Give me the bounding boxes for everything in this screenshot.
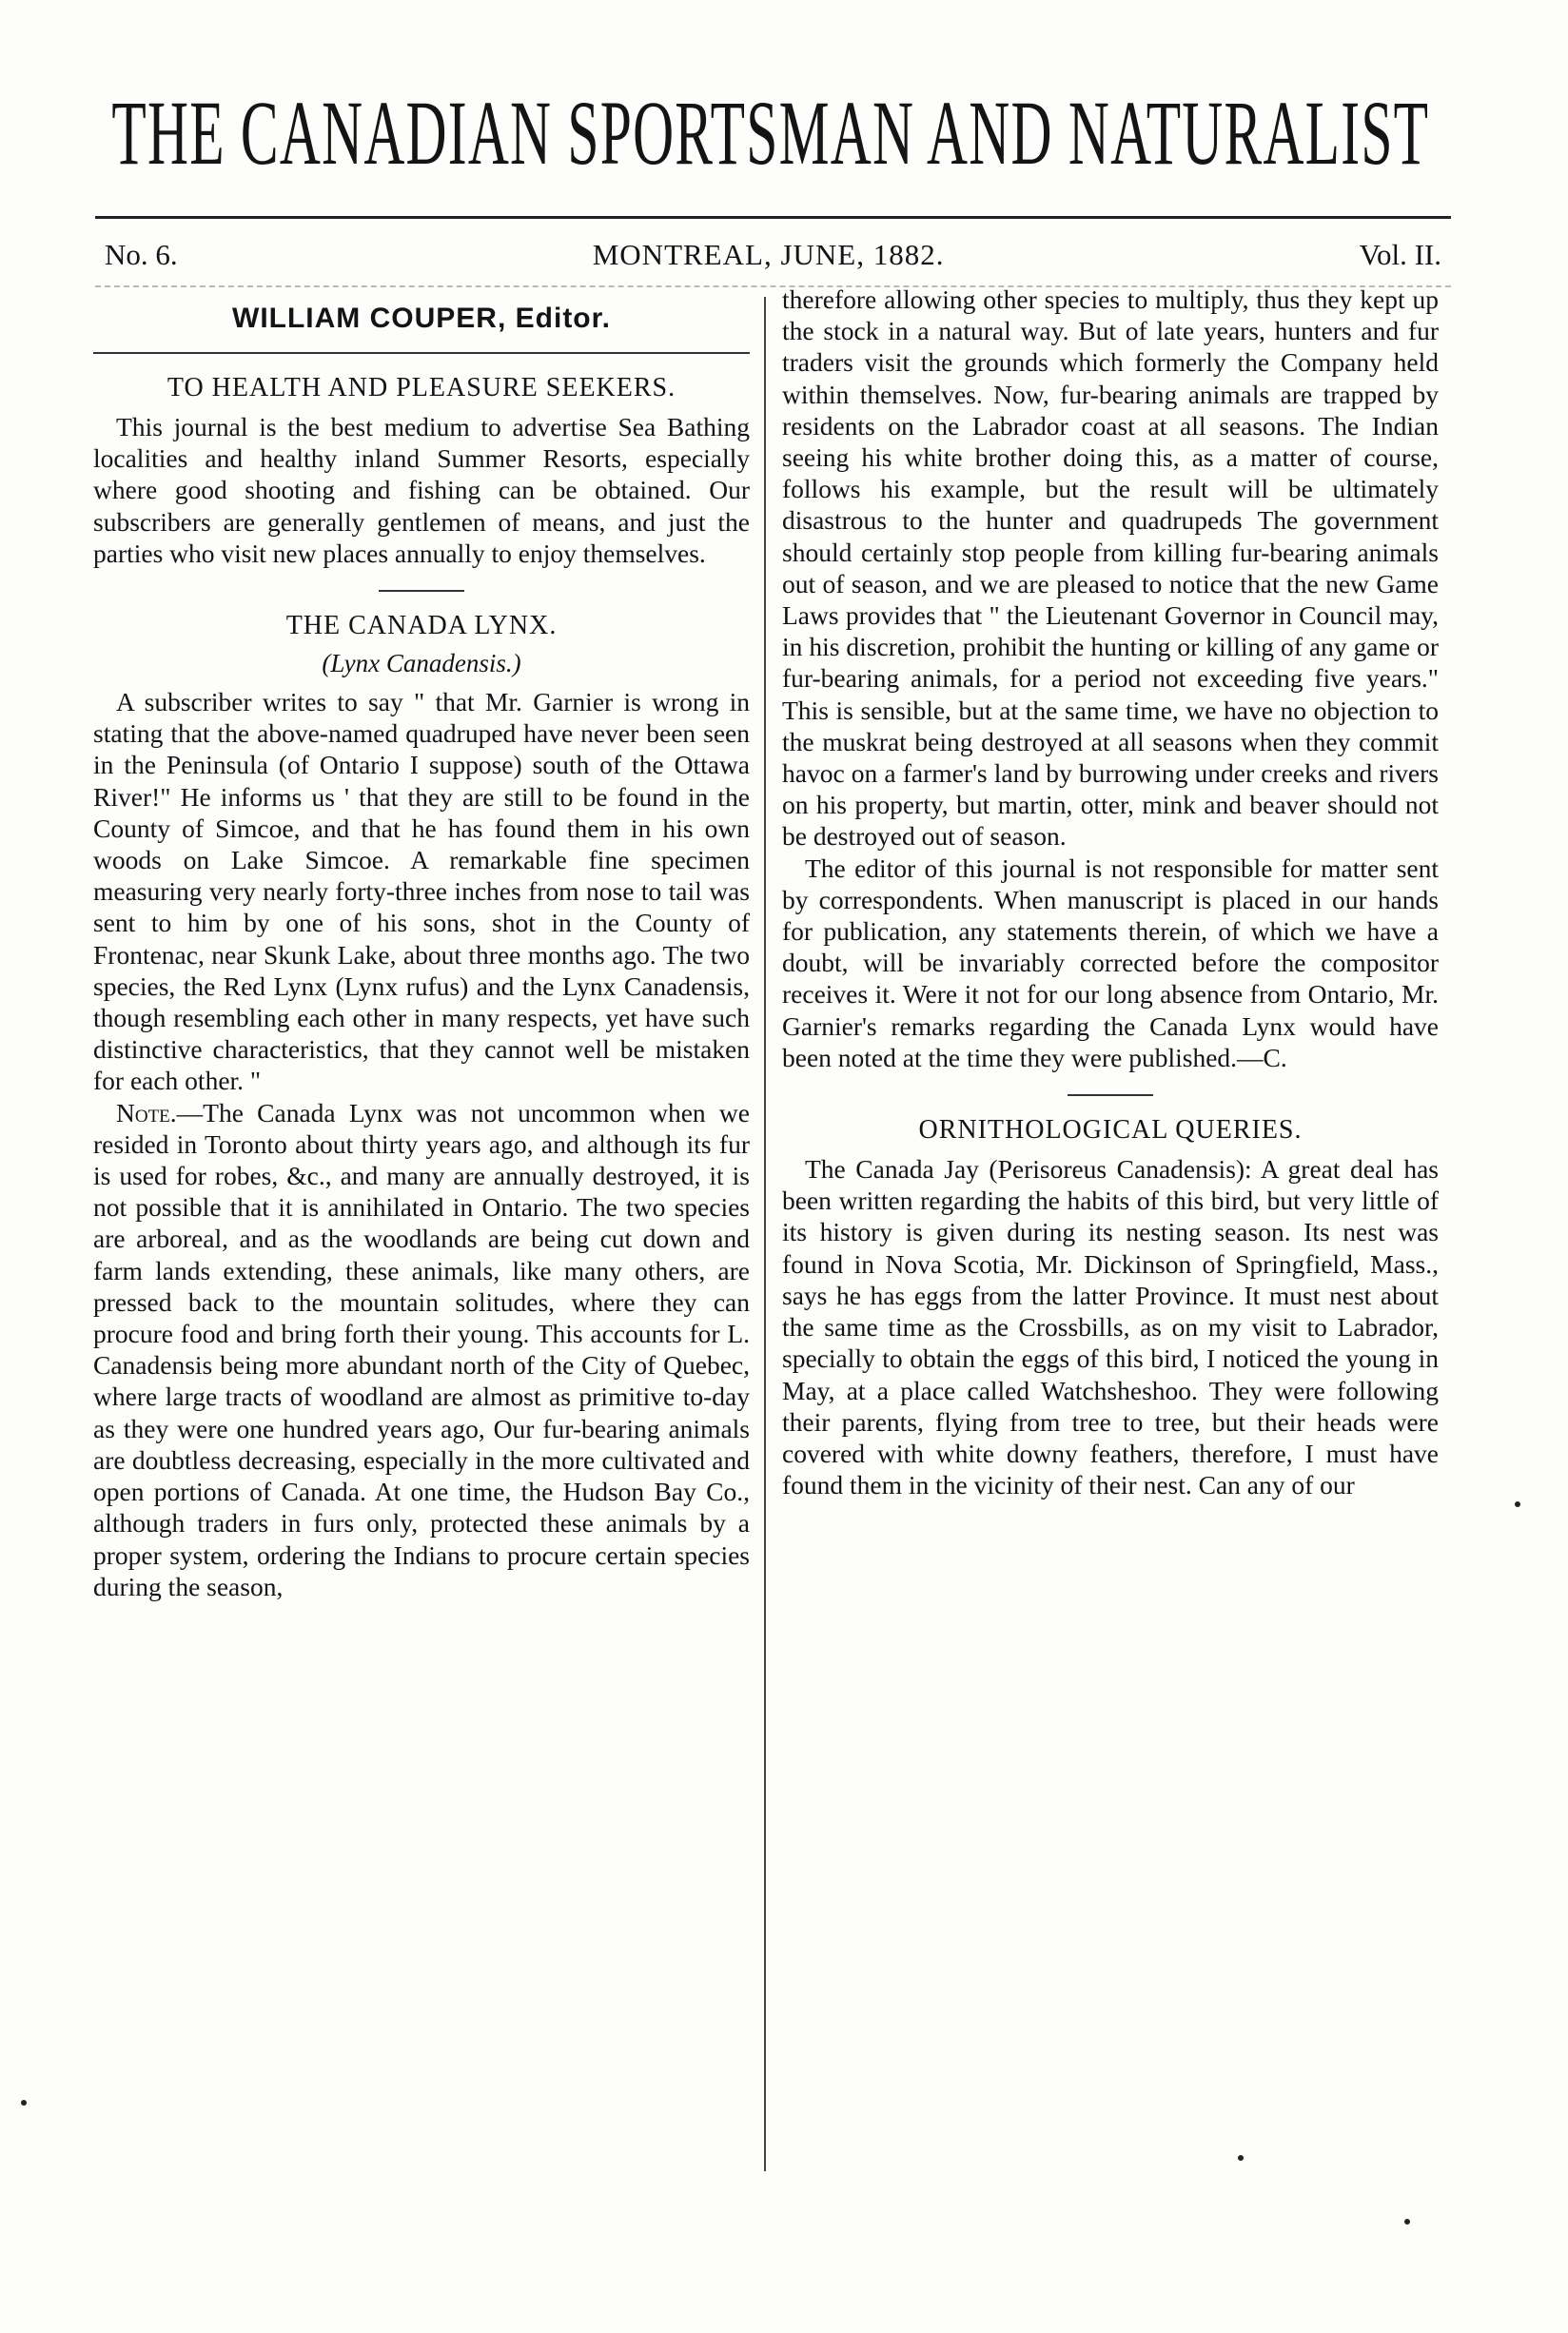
right-column [782,284,1439,1500]
dateline [105,236,1441,274]
column-divider [764,297,766,2171]
section-rule [379,590,464,592]
section-rule-right [1068,1094,1153,1096]
advert-body: This journal is the best medium to advertise Sea Bathing localities and healthy inland Summer Resorts, especially where good shooting and fishing can be obtained. Our subscribers are generally gentlemen of means, and just the parties who visit new places annually to enjoy themselves. [93,412,750,568]
ornithology-heading: ORNITHOLOGICAL QUERIES. [918,1115,1303,1146]
print-speck [1404,2219,1410,2225]
issue-number: No. 6. [105,238,178,271]
volume-number: Vol. II. [1359,238,1441,271]
masthead [90,67,1451,200]
masthead-rule [95,216,1451,219]
editor-note-paragraph: The editor of this journal is not responsible for matter sent by correspondents. When manuscript is placed in our hands for publication, any statements therein, of which we have a doubt, will be invariably corrected before the compositor receives it. Were it not for our long absence from Ontario, Mr. Garnier's remarks regarding the Canada Lynx would have been noted at the time they were published.—C. [782,853,1439,1072]
publication-title: THE CANADIAN SPORTSMAN AND NATURALIST [111,82,1430,184]
editor-line: WILLIAM COUPER, Editor. [232,303,611,334]
print-speck [1238,2155,1244,2161]
print-speck [1515,1501,1520,1507]
lynx-heading: THE CANADA LYNX. [285,611,558,641]
print-speck [21,2100,27,2106]
note-body: —The Canada Lynx was not uncommon when we resided in Toronto about thirty years ago, and although its fur is used for robes, &c., and many are annually destroyed, it is not possible that it is annihilated in Ontario. The two species are arboreal, and as the woodlands are being cut down and farm lands extending, these animals, like many others, are pressed back to the mountain solitudes, where they can procure food and bring forth their young. This accounts for L. Canadensis being more abundant north of the City of Quebec, where large tracts of woodland are almost as primitive to-day as they were one hundred years ago, Our fur-bearing animals are doubtless decreasing, especially in the more cultivated and open portions of Canada. At one time, the Hudson Bay Co., although traders in furs only, protected these animals by a proper system, ordering the Indians to procure certain species during the season, [93,1097,750,1601]
advert-heading: TO HEALTH AND PLEASURE SEEKERS. [167,373,676,402]
continuation-paragraph: therefore allowing other species to multiply, thus they kept up the stock in a natural way. But of late years, hunters and fur traders visit the grounds which formerly the Company held within themselves. Now, fur-bearing animals are trapped by residents on the Labrador coast at all seasons. The Indian seeing his white brother doing this, as a matter of course, follows his example, but the result will be ultimately disastrous to the hunter and quadrupeds The government should certainly stop people from killing fur-bearing animals out of season, and we are pleased to notice that the new Game Laws provides that " the Lieutenant Governor in Council may, in his discretion, prohibit the hunting or killing of any game or fur-bearing animals, for a period not exceeding five years." This is sensible, but at the same time, we have no objection to the muskrat being destroyed at all seasons when they commit havoc on a farmer's land by burrowing under creeks and rivers on his property, but martin, otter, mink and beaver should not be destroyed out of season. [782,284,1439,852]
editor-rule [93,352,750,354]
lynx-note [93,1097,750,1602]
left-column [93,297,750,1602]
place-and-date: MONTREAL, JUNE, 1882. [592,238,945,271]
lynx-subheading: (Lynx Canadensis.) [322,649,521,678]
note-lead: Note. [116,1097,177,1127]
lynx-paragraph: A subscriber writes to say " that Mr. Garnier is wrong in stating that the above-named quadruped have never been seen in the Peninsula (of Ontario I suppose) south of the Ottawa River!" He informs us ' that they are still to be found in the County of Simcoe, and that he has found them in his own woods on Lake Simcoe. A remarkable fine specimen measuring very nearly forty-three inches from nose to tail was sent to him by one of his sons, shot in the County of Frontenac, near Skunk Lake, about three months ago. The two species, the Red Lynx (Lynx rufus) and the Lynx Canadensis, though resembling each other in many respects, yet have such distinctive characteristics, that they cannot well be mistaken for each other. " [93,687,750,1096]
ornithology-body: The Canada Jay (Perisoreus Canadensis): A great deal has been written regarding the habits of this bird, but very little of its history is given during its nesting season. Its nest was found in Nova Scotia, Mr. Dickinson of Springfield, Mass., says he has eggs from the latter Province. It must nest about the same time as the Crossbills, as on my visit to Labrador, specially to obtain the eggs of this bird, I noticed the young in May, at a place called Watchsheshoo. They were following their parents, flying from tree to tree, but their heads were covered with white downy feathers, therefore, I must have found them in the vicinity of their nest. Can any of our [782,1154,1439,1500]
